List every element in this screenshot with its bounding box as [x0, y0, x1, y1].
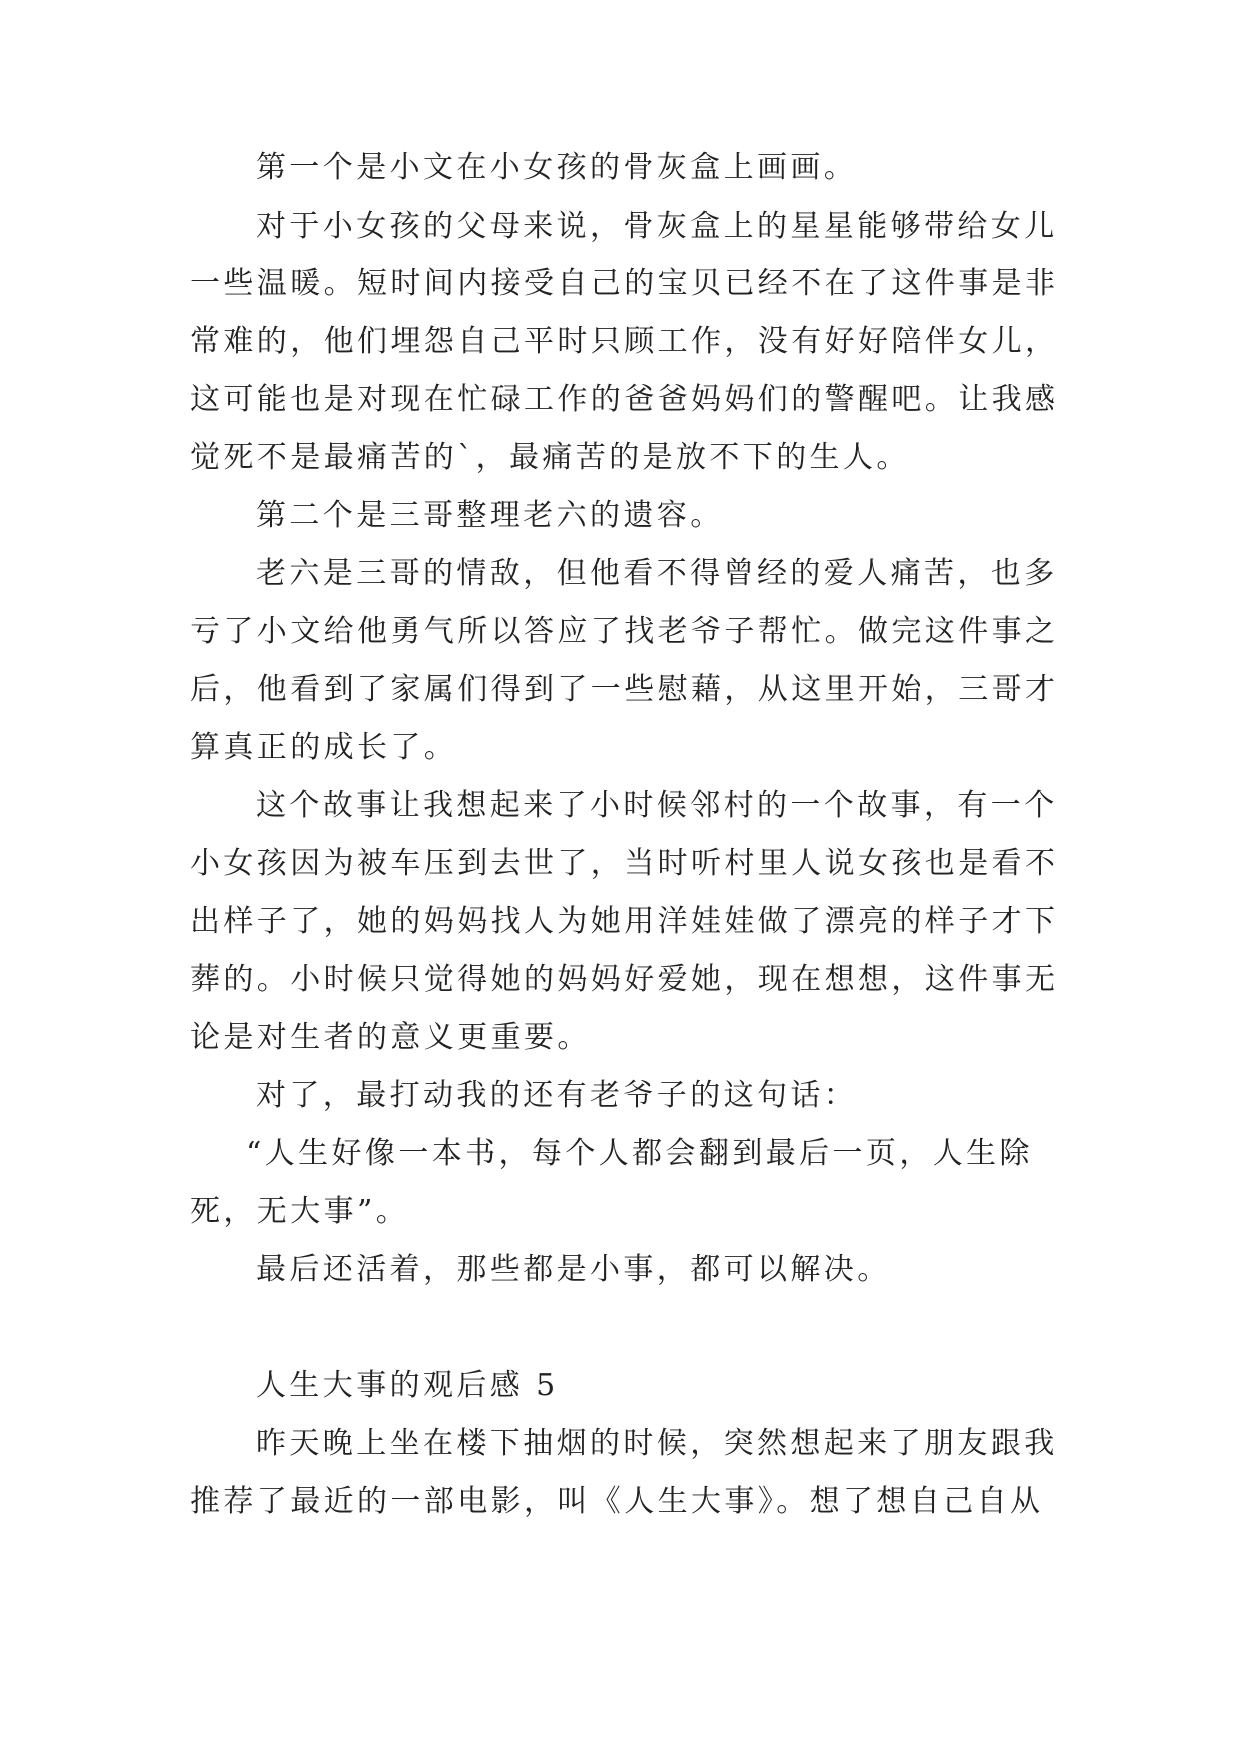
paragraph-line: 觉死不是最痛苦的`，最痛苦的是放不下的生人。	[190, 440, 910, 475]
paragraph-line: 推荐了最近的一部电影，叫《人生大事》。想了想自己自从	[190, 1484, 1044, 1519]
paragraph-line: 出样子了，她的妈妈找人为她用洋娃娃做了漂亮的样子才下	[190, 904, 1059, 939]
quote-line: 死，无大事”。	[190, 1194, 410, 1229]
paragraph-line: 亏了小文给他勇气所以答应了找老爷子帮忙。做完这件事之	[190, 614, 1059, 649]
quote-line: “人生好像一本书，每个人都会翻到最后一页，人生除	[246, 1136, 1033, 1171]
paragraph-line: 后，他看到了家属们得到了一些慰藉，从这里开始，三哥才	[190, 672, 1059, 707]
paragraph-line: 论是对生者的意义更重要。	[190, 1020, 591, 1055]
paragraph-line: 第二个是三哥整理老六的遗容。	[256, 498, 724, 533]
paragraph-line: 算真正的成长了。	[190, 730, 458, 765]
paragraph-line: 小女孩因为被车压到去世了，当时听村里人说女孩也是看不	[190, 846, 1059, 881]
paragraph-line: 对了，最打动我的还有老爷子的这句话：	[256, 1078, 858, 1113]
paragraph-line: 这个故事让我想起来了小时候邻村的一个故事，有一个	[256, 788, 1058, 823]
paragraph-line: 最后还活着，那些都是小事，都可以解决。	[256, 1252, 891, 1287]
paragraph-line: 常难的，他们埋怨自己平时只顾工作，没有好好陪伴女儿，	[190, 324, 1059, 359]
paragraph-line: 对于小女孩的父母来说，骨灰盒上的星星能够带给女儿	[256, 209, 1058, 244]
paragraph-line: 昨天晚上坐在楼下抽烟的时候，突然想起来了朋友跟我	[256, 1426, 1058, 1461]
paragraph-line: 葬的。小时候只觉得她的妈妈好爱她，现在想想，这件事无	[190, 962, 1059, 997]
section-heading: 人生大事的观后感 5	[256, 1368, 559, 1403]
paragraph-line: 一些温暖。短时间内接受自己的宝贝已经不在了这件事是非	[190, 266, 1059, 301]
paragraph-line: 老六是三哥的情敌，但他看不得曾经的爱人痛苦，也多	[256, 556, 1058, 591]
paragraph-line: 这可能也是对现在忙碌工作的爸爸妈妈们的警醒吧。让我感	[190, 382, 1059, 417]
paragraph-line: 第一个是小文在小女孩的骨灰盒上画画。	[256, 150, 858, 185]
